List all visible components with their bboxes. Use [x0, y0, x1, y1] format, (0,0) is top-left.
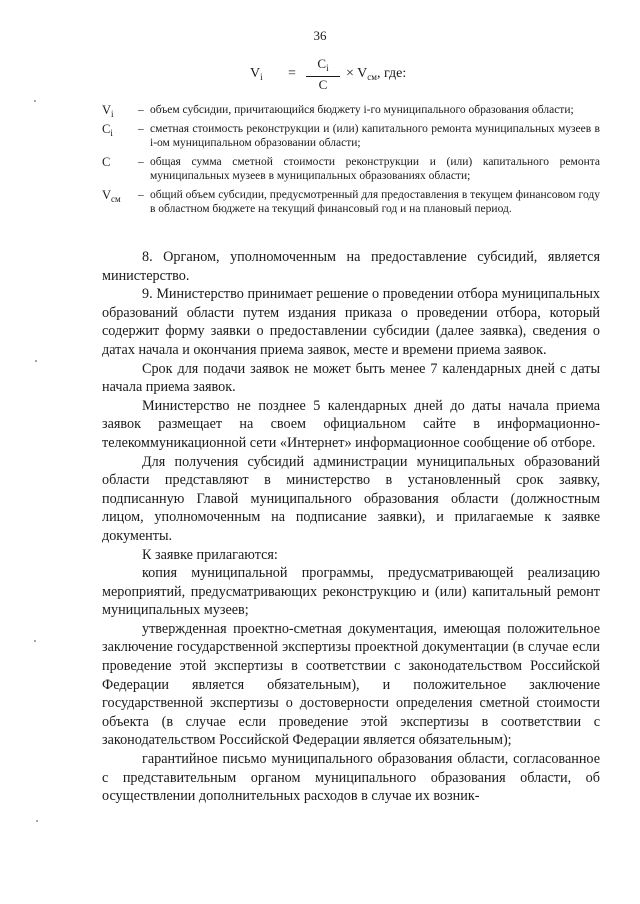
definition-symbol: $C_i$: [102, 122, 113, 138]
paragraph-attachments-heading: К заявке прилагаются:: [142, 546, 278, 563]
definition-symbol: $V_i$: [102, 103, 114, 119]
formula-denominator: C: [318, 77, 328, 92]
definition-item: [102, 103, 600, 117]
paragraph-guarantee-letter: гарантийное письмо муниципального образования области, согласованное с представительным органом муниципального образования области, об осуществлении дополнительных расходов в случае их возник-: [102, 751, 600, 805]
definition-item: [102, 188, 600, 216]
definition-dash: –: [138, 123, 144, 135]
scan-speck: [35, 360, 37, 362]
formula-rhs: × $V_{см}$, где:: [346, 66, 407, 82]
definition-dash: –: [138, 104, 144, 116]
paragraph-submission-term: Срок для подачи заявок не может быть менее 7 календарных дней с даты начала приема заявок.: [102, 360, 600, 396]
definition-text: общий объем субсидии, предусмотренный для предоставления в текущем финансовом году в областном бюджете на текущий финансовый год и на плановый период.: [150, 189, 600, 215]
definition-dash: –: [138, 156, 144, 168]
formula-numerator: $C_i$: [306, 56, 340, 77]
definition-item: [102, 155, 600, 183]
scan-speck: [36, 820, 38, 822]
definition-text: сметная стоимость реконструкции и (или) капитального ремонта муниципальных музеев в i-ом муниципальном образовании области;: [150, 123, 600, 149]
scan-speck: [34, 640, 36, 642]
paragraph-selection-decision: 9. Министерство принимает решение о проведении отбора муниципальных образований области путем издания приказа о проведении отбора, который содержит форму заявки о предоставлении субсидии (далее заявка), сведения о датах начала и окончания приема заявок, месте и времени приема заявок.: [102, 286, 600, 358]
paragraph-program-copy: копия муниципальной программы, предусматривающей реализацию мероприятий, предусматривающих реконструкцию и (или) капитальный ремонт муниципальных музеев;: [102, 565, 600, 619]
formula-lhs: $V_i$: [250, 66, 263, 82]
definition-text: объем субсидии, причитающийся бюджету i-го муниципального образования области;: [150, 104, 574, 116]
definition-dash: –: [138, 189, 144, 201]
paragraph-design-docs: утвержденная проектно-сметная документация, имеющая положительное заключение государственной экспертизы проектной документации (в случае если проведение этой экспертизы в соответствии с законодательством Российской Федерации является обязательным), и положительное заключение государственной экспертизы о достоверности определения сметной стоимости объекта (в случае если проведение этой экспертизы в соответствии с законодательством Российской Федерации является обязательным);: [102, 620, 600, 749]
definition-symbol: C: [102, 155, 111, 169]
definition-item: [102, 122, 600, 150]
definition-text: общая сумма сметной стоимости реконструкции и (или) капитального ремонта муниципальных музеев в муниципальных образованиях области;: [150, 156, 600, 182]
paragraph-application: Для получения субсидий администрации муниципальных образований области представляют в министерство в установленный срок заявку, подписанную Главой муниципального образования области (должностным лицом, уполномоченным на подписание заявки), и прилагаемые к заявке документы.: [102, 453, 600, 544]
page-number: 36: [313, 28, 327, 43]
definition-symbol: $V_{см}$: [102, 188, 121, 204]
document-body: [102, 248, 600, 806]
formula-fraction: [306, 56, 340, 93]
scan-speck: [34, 100, 36, 102]
paragraph-announcement: Министерство не позднее 5 календарных дней до даты начала приема заявок размещает на своем официальном сайте в информационно-телекоммуникационной сети «Интернет» информационное сообщение об отборе.: [102, 397, 600, 451]
formula-definitions: [102, 103, 600, 221]
paragraph-authorized-body: 8. Органом, уполномоченным на предоставление субсидий, является министерство.: [102, 249, 600, 284]
formula-equals: =: [288, 66, 296, 81]
